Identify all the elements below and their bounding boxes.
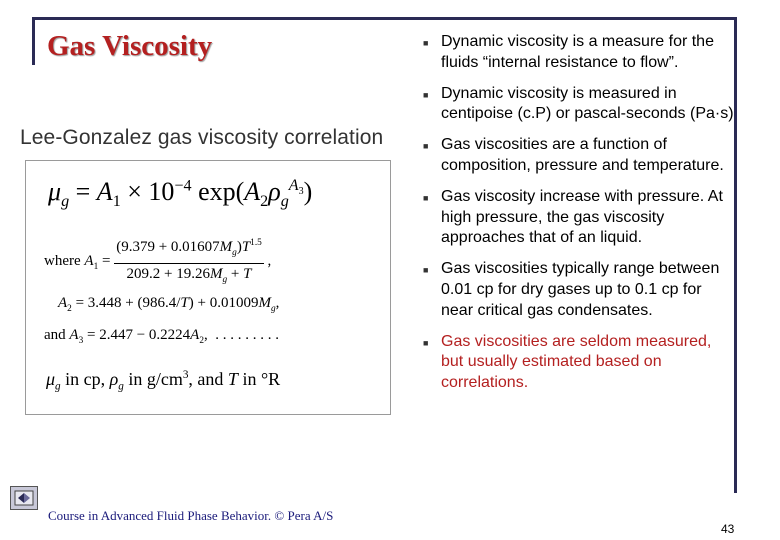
- bullet-item: ■ Dynamic viscosity is measured in centipoise (c.P) or pascal-seconds (Pa·s): [423, 84, 734, 123]
- bullet-square-icon: ■: [423, 141, 429, 152]
- slide-footer: Course in Advanced Fluid Phase Behavior. © Pera A/S: [48, 508, 334, 523]
- slide-title: Gas Viscosity: [47, 30, 213, 62]
- units-note: $\mu_g$ in cp, $\rho_g$ in $g/cm^3$, and T in °R: [46, 369, 281, 393]
- bullet-list: [412, 32, 734, 404]
- slide-frame-top: [32, 17, 734, 20]
- bullet-item: ■ Gas viscosities are a function of composition, pressure and temperature.: [423, 136, 724, 174]
- slide-frame-left: [32, 17, 35, 65]
- correlation-heading: Lee-Gonzalez gas viscosity correlation: [20, 126, 384, 149]
- bullet-square-icon: ■: [423, 192, 429, 203]
- bullet-square-icon: ■: [423, 38, 429, 48]
- bullet-item-highlight: ■ Gas viscosities are seldom measured, but usually estimated based on correlations.: [423, 332, 712, 392]
- a3-equation: and $A_3 = 2.447 - 0.2224A_2$, . . . . . . . . .: [44, 327, 279, 346]
- page-number: 43: [721, 522, 735, 536]
- bullet-item: ■ Dynamic viscosity is a measure for the fluids “internal resistance to flow”.: [423, 33, 714, 71]
- bullet-square-icon: ■: [423, 265, 429, 276]
- bullet-item: ■ Gas viscosities typically range between 0.01 cp for dry gases up to 0.1 cp for near critical gas condensates.: [423, 260, 720, 319]
- bullet-item: ■ Gas viscosity increase with pressure. At high pressure, the gas viscosity approaches that of an liquid.: [423, 187, 723, 247]
- a2-equation: $A_2 = 3.448 + (986.4/T) + 0.01009M_g$,: [58, 295, 280, 314]
- equation-box: [25, 160, 391, 415]
- a1-equation: where $A_1$ = $\frac{(9.379 + 0.01607M_g)T^{1.5}}{209.2 + 19.26M_g + T}$ ,: [44, 233, 271, 290]
- bullet-square-icon: ■: [423, 337, 429, 348]
- slide-nav-icon[interactable]: [10, 486, 38, 510]
- main-viscosity-equation: $\mu_g = A_1 \times 10^{-4}$ $\exp(A_2\rho_g^{A_3})$: [48, 177, 313, 211]
- slide-frame-right: [734, 17, 737, 493]
- bullet-square-icon: ■: [423, 89, 429, 100]
